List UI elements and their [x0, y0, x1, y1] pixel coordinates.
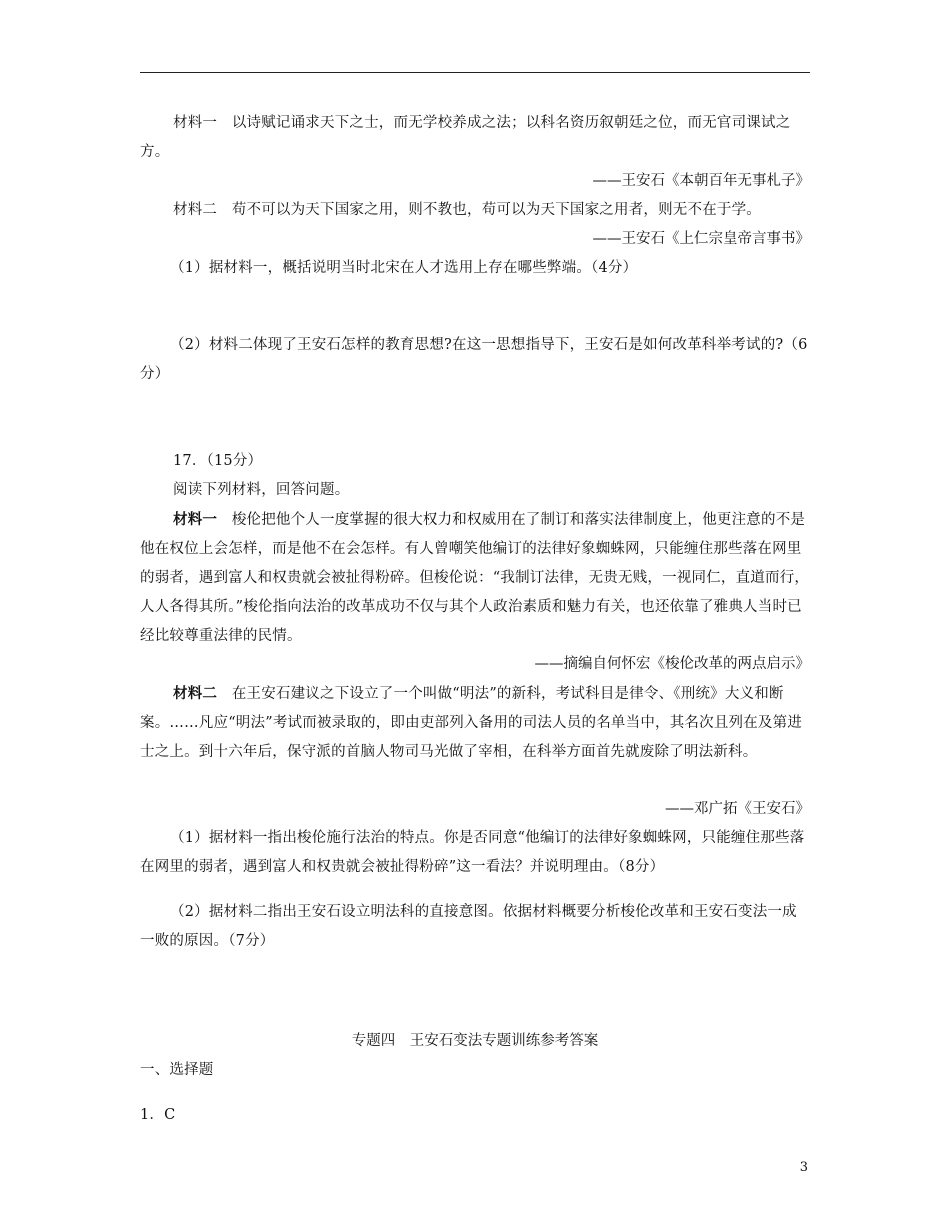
- material-2-label: 材料二: [173, 202, 218, 218]
- material-2-text: 苟不可以为天下国家之用，则不教也，苟可以为天下国家之用者，则无不在于学。: [231, 202, 762, 218]
- answer-1: 1．C: [140, 1107, 176, 1123]
- page-number: 3: [799, 1160, 808, 1175]
- answers-title: 专题四 王安石变法专题训练参考答案: [351, 1033, 599, 1049]
- q17-question-2: （2）据材料二指出王安石设立明法科的直接意图。依据材料概要分析梭伦改革和王安石变法一成一败的原因。（7分）: [140, 904, 797, 949]
- answers-section-heading: 一、选择题: [140, 1062, 214, 1078]
- header-rule: [140, 72, 810, 73]
- q17-material-1-source: ——摘编自何怀宏《梭伦改革的两点启示》: [534, 656, 810, 672]
- question-2: （2）材料二体现了王安石怎样的教育思想?在这一思想指导下，王安石是如何改革科举考试的?（6分）: [140, 337, 808, 382]
- material-1-source: ——王安石《本朝百年无事札子》: [592, 173, 810, 189]
- material-1-paragraph: [140, 109, 810, 167]
- q17-material-2-text: 在王安石建议之下设立了一个叫做“明法”的新科，考试科目是律令、《刑统》大义和断案。……凡应“明法”考试而被录取的，即由吏部列入备用的司法人员的名单当中，其名次且列在及第进士之上。到十六年后，保守派的首脑人物司马光做了宰相，在科举方面首先就废除了明法新科。: [140, 686, 803, 760]
- q17-material-1-text: 梭伦把他个人一度掌握的很大权力和权威用在了制订和落实法律制度上，他更注意的不是他在权位上会怎样，而是他不在会怎样。有人曾嘲笑他编订的法律好象蜘蛛网，只能缠住那些落在网里的弱者，遇到富人和权贵就会被扯得粉碎。但梭伦说：“我制订法律，无贵无贱，一视同仁，直道而行，人人各得其所。”梭伦指向法治的改革成功不仅与其个人政治素质和魅力有关，也还依靠了雅典人当时已经比较尊重法律的民情。: [140, 512, 810, 644]
- material-1-label: 材料一: [173, 115, 218, 131]
- q17-material-1-label: 材料一: [173, 511, 218, 528]
- material-2-source: ——王安石《上仁宗皇帝言事书》: [592, 231, 810, 247]
- q17-material-1-paragraph: [140, 505, 810, 651]
- question-17-intro: 阅读下列材料，回答问题。: [173, 482, 350, 498]
- q17-material-2-source: ——邓广拓《王安石》: [665, 801, 810, 817]
- material-2-paragraph: [140, 196, 810, 225]
- q17-material-2-label: 材料二: [173, 685, 218, 702]
- q17-material-2-paragraph: [140, 679, 810, 767]
- question-1: （1）据材料一，概括说明当时北宋在人才选用上存在哪些弊端。（4分）: [170, 260, 638, 276]
- material-1-text: 以诗赋记诵求天下之士，而无学校养成之法；以科名资历叙朝廷之位，而无官司课试之方。: [140, 115, 791, 160]
- q17-question-1: （1）据材料一指出梭伦施行法治的特点。你是否同意“他编订的法律好象蜘蛛网，只能缠住那些落在网里的弱者，遇到富人和权贵就会被扯得粉碎”这一看法？并说明理由。（8分）: [140, 830, 805, 875]
- question-17-heading: 17．（15分）: [173, 453, 263, 469]
